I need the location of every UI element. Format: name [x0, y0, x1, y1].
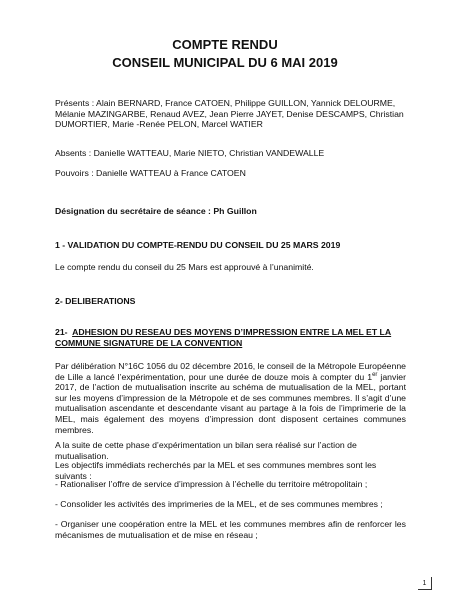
pouvoirs-paragraph: Pouvoirs : Danielle WATTEAU à France CATOEN	[55, 168, 246, 178]
section21-heading	[55, 327, 406, 349]
page-number: 1	[418, 577, 432, 590]
section1-heading: 1 - VALIDATION DU COMPTE-RENDU DU CONSEIL DU 25 MARS 2019	[55, 240, 341, 250]
objective-item-2: - Consolider les activités des imprimeries de la MEL, et de ses communes membres ;	[55, 499, 383, 509]
section1-body: Le compte rendu du conseil du 25 Mars est approuvé à l’unanimité.	[55, 262, 314, 272]
paragraph1-text-end: janvier 2017, de l’action de mutualisation inscrite au schéma de mutualisation de la MEL, portant sur les moyens d’impression de la Métropole et de ses communes membres. Il s’agit d’une mutualisation ascendante et descendante visant au partage à la fois de l’imprimerie de la MEL, mais également des moyens d’impression dont disposent certaines communes membres.	[55, 371, 406, 435]
absents-paragraph: Absents : Danielle WATTEAU, Marie NIETO, Christian VANDEWALLE	[55, 148, 325, 158]
section21-number: 21-	[55, 327, 68, 337]
section2-heading: 2- DELIBERATIONS	[55, 296, 136, 306]
objective-item-1: - Rationaliser l’offre de service d’impression à l’échelle du territoire métropolitain ;	[55, 479, 368, 489]
section21-paragraph2: A la suite de cette phase d’expérimentation un bilan sera réalisé sur l’action de mutualisation.	[55, 440, 357, 461]
document-subtitle: CONSEIL MUNICIPAL DU 6 MAI 2019	[112, 55, 338, 70]
objective-item-3: - Organiser une coopération entre la MEL et les communes membres afin de renforcer les mécanismes de mutualisation et de mise en réseau ;	[55, 519, 406, 540]
section21-paragraph1	[55, 361, 406, 435]
section21-paragraph3: Les objectifs immédiats recherchés par la MEL et ses communes membres sont les suivants :	[55, 460, 377, 481]
ordinal-suffix: er	[372, 371, 378, 378]
paragraph1-text-start: Par délibération N°16C 1056 du 02 décembre 2016, le conseil de la Métropole Européenne de Lille a lancé l’expérimentation, pour une durée de douze mois à compter du 1	[55, 361, 406, 382]
document-title: COMPTE RENDU	[172, 37, 278, 52]
secretary-designation: Désignation du secrétaire de séance : Ph Guillon	[55, 206, 257, 216]
section21-title: ADHESION DU RESEAU DES MOYENS D’IMPRESSION ENTRE LA MEL ET LA COMMUNE SIGNATURE DE LA CONVENTION	[55, 327, 392, 348]
presents-paragraph: Présents : Alain BERNARD, France CATOEN, Philippe GUILLON, Yannick DELOURME, Mélanie MAZINGARBE, Renaud AVEZ, Jean Pierre JAYET, Denise DESCAMPS, Christian DUMORTIER, Marie -Renée PELON, Marcel WATIER	[55, 98, 404, 130]
